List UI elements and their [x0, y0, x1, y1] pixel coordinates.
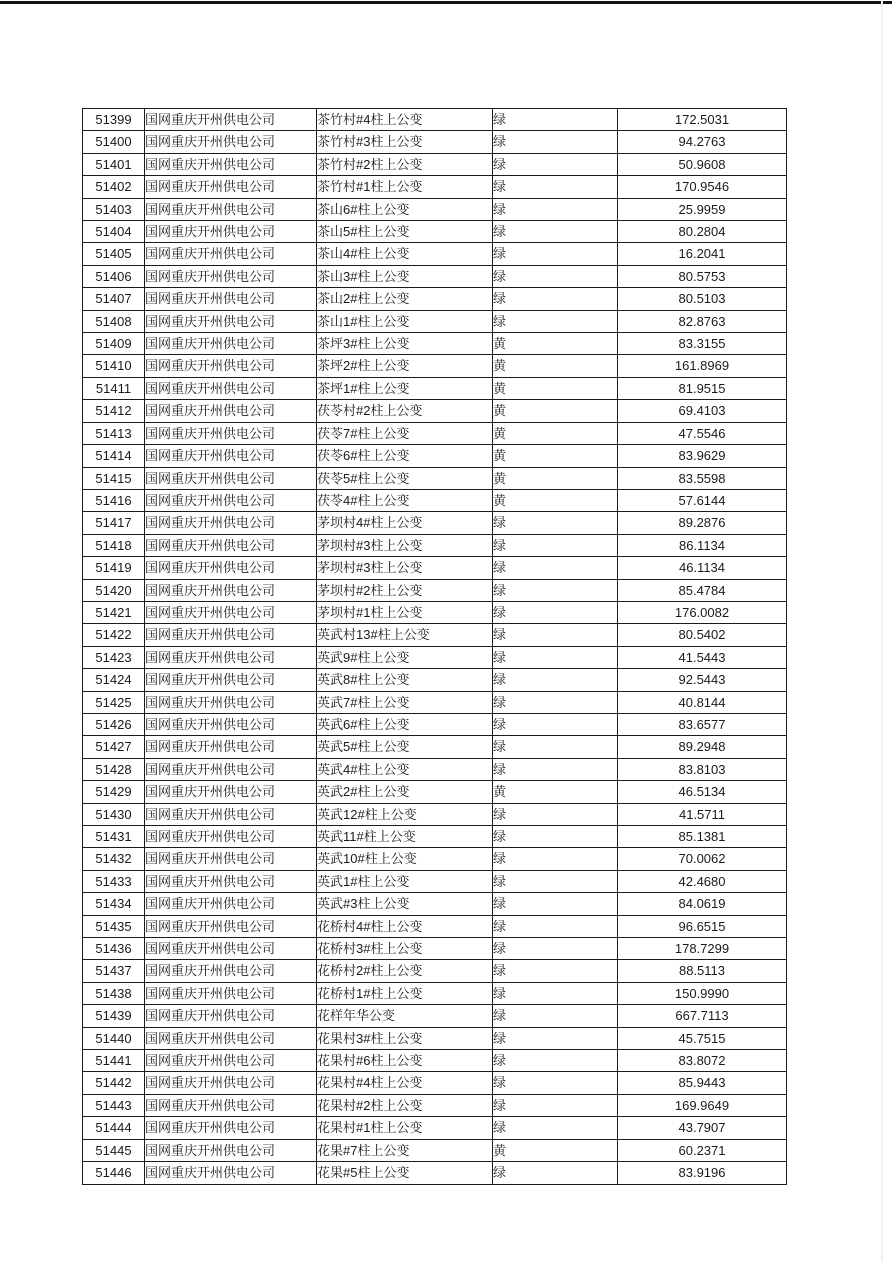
value-cell: 85.4784	[618, 579, 787, 601]
transformer-name-cell: 花果村#4柱上公变	[317, 1072, 493, 1094]
row-id-cell: 51418	[83, 534, 145, 556]
value-cell: 46.1134	[618, 557, 787, 579]
transformer-name-cell: 茶山6#柱上公变	[317, 198, 493, 220]
table-row	[83, 355, 787, 377]
status-color-cell: 绿	[493, 646, 618, 668]
transformer-name-cell: 花样年华公变	[317, 1005, 493, 1027]
transformer-name-cell: 茶坪2#柱上公变	[317, 355, 493, 377]
table-row	[83, 669, 787, 691]
status-color-cell: 绿	[493, 176, 618, 198]
value-cell: 96.6515	[618, 915, 787, 937]
row-id-cell: 51399	[83, 109, 145, 131]
table-row	[83, 1005, 787, 1027]
table-row	[83, 198, 787, 220]
value-cell: 85.1381	[618, 826, 787, 848]
transformer-name-cell: 茶坪3#柱上公变	[317, 333, 493, 355]
page-right-edge-line	[881, 0, 883, 1262]
row-id-cell: 51419	[83, 557, 145, 579]
company-cell: 国网重庆开州供电公司	[145, 960, 317, 982]
row-id-cell: 51437	[83, 960, 145, 982]
row-id-cell: 51413	[83, 422, 145, 444]
table-row	[83, 982, 787, 1004]
table-row	[83, 1162, 787, 1184]
page-top-rule	[0, 1, 892, 4]
value-cell: 60.2371	[618, 1139, 787, 1161]
row-id-cell: 51438	[83, 982, 145, 1004]
transformer-name-cell: 英武2#柱上公变	[317, 781, 493, 803]
row-id-cell: 51422	[83, 624, 145, 646]
transformer-table	[82, 108, 787, 1185]
value-cell: 178.7299	[618, 938, 787, 960]
row-id-cell: 51443	[83, 1094, 145, 1116]
transformer-name-cell: 茅坝村#3柱上公变	[317, 534, 493, 556]
transformer-name-cell: 茶山2#柱上公变	[317, 288, 493, 310]
status-color-cell: 绿	[493, 579, 618, 601]
transformer-name-cell: 英武12#柱上公变	[317, 803, 493, 825]
company-cell: 国网重庆开州供电公司	[145, 1005, 317, 1027]
row-id-cell: 51425	[83, 691, 145, 713]
status-color-cell: 绿	[493, 691, 618, 713]
company-cell: 国网重庆开州供电公司	[145, 377, 317, 399]
value-cell: 89.2948	[618, 736, 787, 758]
value-cell: 25.9959	[618, 198, 787, 220]
table-row	[83, 579, 787, 601]
row-id-cell: 51426	[83, 713, 145, 735]
table-row	[83, 781, 787, 803]
value-cell: 57.6144	[618, 489, 787, 511]
transformer-name-cell: 茯苓村#2柱上公变	[317, 400, 493, 422]
transformer-name-cell: 花桥村1#柱上公变	[317, 982, 493, 1004]
table-row	[83, 534, 787, 556]
company-cell: 国网重庆开州供电公司	[145, 176, 317, 198]
table-row	[83, 691, 787, 713]
status-color-cell: 黄	[493, 355, 618, 377]
table-row	[83, 713, 787, 735]
table-row	[83, 512, 787, 534]
value-cell: 41.5443	[618, 646, 787, 668]
company-cell: 国网重庆开州供电公司	[145, 400, 317, 422]
company-cell: 国网重庆开州供电公司	[145, 826, 317, 848]
transformer-name-cell: 花果村#2柱上公变	[317, 1094, 493, 1116]
row-id-cell: 51411	[83, 377, 145, 399]
table-row	[83, 131, 787, 153]
row-id-cell: 51444	[83, 1117, 145, 1139]
status-color-cell: 绿	[493, 624, 618, 646]
company-cell: 国网重庆开州供电公司	[145, 512, 317, 534]
status-color-cell: 绿	[493, 198, 618, 220]
status-color-cell: 绿	[493, 736, 618, 758]
table-row	[83, 333, 787, 355]
table-row	[83, 221, 787, 243]
row-id-cell: 51435	[83, 915, 145, 937]
transformer-name-cell: 英武6#柱上公变	[317, 713, 493, 735]
table-row	[83, 153, 787, 175]
company-cell: 国网重庆开州供电公司	[145, 333, 317, 355]
value-cell: 41.5711	[618, 803, 787, 825]
transformer-name-cell: 英武10#柱上公变	[317, 848, 493, 870]
status-color-cell: 绿	[493, 601, 618, 623]
row-id-cell: 51446	[83, 1162, 145, 1184]
value-cell: 42.4680	[618, 870, 787, 892]
status-color-cell: 黄	[493, 400, 618, 422]
value-cell: 83.6577	[618, 713, 787, 735]
company-cell: 国网重庆开州供电公司	[145, 624, 317, 646]
value-cell: 83.9629	[618, 445, 787, 467]
transformer-name-cell: 英武#3柱上公变	[317, 893, 493, 915]
row-id-cell: 51420	[83, 579, 145, 601]
table-row	[83, 243, 787, 265]
row-id-cell: 51442	[83, 1072, 145, 1094]
value-cell: 161.8969	[618, 355, 787, 377]
transformer-name-cell: 英武村13#柱上公变	[317, 624, 493, 646]
row-id-cell: 51416	[83, 489, 145, 511]
transformer-name-cell: 英武7#柱上公变	[317, 691, 493, 713]
row-id-cell: 51412	[83, 400, 145, 422]
company-cell: 国网重庆开州供电公司	[145, 422, 317, 444]
value-cell: 81.9515	[618, 377, 787, 399]
row-id-cell: 51424	[83, 669, 145, 691]
row-id-cell: 51434	[83, 893, 145, 915]
status-color-cell: 绿	[493, 826, 618, 848]
status-color-cell: 绿	[493, 915, 618, 937]
transformer-name-cell: 茶坪1#柱上公变	[317, 377, 493, 399]
row-id-cell: 51439	[83, 1005, 145, 1027]
row-id-cell: 51423	[83, 646, 145, 668]
status-color-cell: 绿	[493, 1094, 618, 1116]
table-row	[83, 938, 787, 960]
transformer-name-cell: 英武9#柱上公变	[317, 646, 493, 668]
transformer-name-cell: 花果村3#柱上公变	[317, 1027, 493, 1049]
transformer-table-body	[83, 109, 787, 1185]
value-cell: 46.5134	[618, 781, 787, 803]
row-id-cell: 51414	[83, 445, 145, 467]
row-id-cell: 51430	[83, 803, 145, 825]
value-cell: 83.8103	[618, 758, 787, 780]
transformer-name-cell: 茯苓5#柱上公变	[317, 467, 493, 489]
company-cell: 国网重庆开州供电公司	[145, 489, 317, 511]
status-color-cell: 绿	[493, 265, 618, 287]
row-id-cell: 51441	[83, 1050, 145, 1072]
company-cell: 国网重庆开州供电公司	[145, 1050, 317, 1072]
transformer-name-cell: 英武5#柱上公变	[317, 736, 493, 758]
status-color-cell: 黄	[493, 781, 618, 803]
table-row	[83, 400, 787, 422]
company-cell: 国网重庆开州供电公司	[145, 982, 317, 1004]
table-row	[83, 893, 787, 915]
status-color-cell: 黄	[493, 1139, 618, 1161]
company-cell: 国网重庆开州供电公司	[145, 265, 317, 287]
company-cell: 国网重庆开州供电公司	[145, 198, 317, 220]
transformer-name-cell: 茶山5#柱上公变	[317, 221, 493, 243]
status-color-cell: 绿	[493, 960, 618, 982]
value-cell: 150.9990	[618, 982, 787, 1004]
status-color-cell: 绿	[493, 557, 618, 579]
company-cell: 国网重庆开州供电公司	[145, 579, 317, 601]
company-cell: 国网重庆开州供电公司	[145, 669, 317, 691]
value-cell: 70.0062	[618, 848, 787, 870]
status-color-cell: 绿	[493, 534, 618, 556]
status-color-cell: 黄	[493, 445, 618, 467]
row-id-cell: 51427	[83, 736, 145, 758]
company-cell: 国网重庆开州供电公司	[145, 445, 317, 467]
status-color-cell: 黄	[493, 377, 618, 399]
row-id-cell: 51404	[83, 221, 145, 243]
company-cell: 国网重庆开州供电公司	[145, 736, 317, 758]
status-color-cell: 绿	[493, 1162, 618, 1184]
transformer-name-cell: 英武4#柱上公变	[317, 758, 493, 780]
value-cell: 667.7113	[618, 1005, 787, 1027]
company-cell: 国网重庆开州供电公司	[145, 691, 317, 713]
table-row	[83, 870, 787, 892]
row-id-cell: 51445	[83, 1139, 145, 1161]
transformer-name-cell: 茶竹村#2柱上公变	[317, 153, 493, 175]
transformer-name-cell: 花果#7柱上公变	[317, 1139, 493, 1161]
status-color-cell: 绿	[493, 938, 618, 960]
value-cell: 169.9649	[618, 1094, 787, 1116]
value-cell: 83.8072	[618, 1050, 787, 1072]
company-cell: 国网重庆开州供电公司	[145, 870, 317, 892]
table-row	[83, 557, 787, 579]
company-cell: 国网重庆开州供电公司	[145, 848, 317, 870]
company-cell: 国网重庆开州供电公司	[145, 915, 317, 937]
table-row	[83, 445, 787, 467]
transformer-name-cell: 茯苓4#柱上公变	[317, 489, 493, 511]
transformer-name-cell: 茶竹村#4柱上公变	[317, 109, 493, 131]
value-cell: 84.0619	[618, 893, 787, 915]
value-cell: 88.5113	[618, 960, 787, 982]
row-id-cell: 51402	[83, 176, 145, 198]
transformer-name-cell: 茅坝村#2柱上公变	[317, 579, 493, 601]
company-cell: 国网重庆开州供电公司	[145, 893, 317, 915]
table-row	[83, 1027, 787, 1049]
value-cell: 94.2763	[618, 131, 787, 153]
status-color-cell: 绿	[493, 512, 618, 534]
row-id-cell: 51417	[83, 512, 145, 534]
table-row	[83, 265, 787, 287]
table-row	[83, 176, 787, 198]
value-cell: 40.8144	[618, 691, 787, 713]
table-row	[83, 1117, 787, 1139]
table-row	[83, 288, 787, 310]
company-cell: 国网重庆开州供电公司	[145, 288, 317, 310]
status-color-cell: 绿	[493, 870, 618, 892]
value-cell: 83.5598	[618, 467, 787, 489]
transformer-name-cell: 花桥村3#柱上公变	[317, 938, 493, 960]
transformer-name-cell: 茶山1#柱上公变	[317, 310, 493, 332]
value-cell: 16.2041	[618, 243, 787, 265]
row-id-cell: 51409	[83, 333, 145, 355]
row-id-cell: 51401	[83, 153, 145, 175]
table-row	[83, 758, 787, 780]
status-color-cell: 绿	[493, 713, 618, 735]
company-cell: 国网重庆开州供电公司	[145, 1162, 317, 1184]
status-color-cell: 黄	[493, 333, 618, 355]
row-id-cell: 51408	[83, 310, 145, 332]
company-cell: 国网重庆开州供电公司	[145, 243, 317, 265]
company-cell: 国网重庆开州供电公司	[145, 758, 317, 780]
company-cell: 国网重庆开州供电公司	[145, 109, 317, 131]
table-row	[83, 960, 787, 982]
table-row	[83, 489, 787, 511]
status-color-cell: 绿	[493, 1005, 618, 1027]
company-cell: 国网重庆开州供电公司	[145, 601, 317, 623]
status-color-cell: 黄	[493, 422, 618, 444]
transformer-name-cell: 茶山3#柱上公变	[317, 265, 493, 287]
value-cell: 80.5753	[618, 265, 787, 287]
value-cell: 89.2876	[618, 512, 787, 534]
row-id-cell: 51421	[83, 601, 145, 623]
company-cell: 国网重庆开州供电公司	[145, 131, 317, 153]
company-cell: 国网重庆开州供电公司	[145, 646, 317, 668]
table-row	[83, 803, 787, 825]
status-color-cell: 绿	[493, 310, 618, 332]
row-id-cell: 51433	[83, 870, 145, 892]
transformer-name-cell: 英武8#柱上公变	[317, 669, 493, 691]
status-color-cell: 黄	[493, 489, 618, 511]
transformer-name-cell: 茅坝村#3柱上公变	[317, 557, 493, 579]
row-id-cell: 51406	[83, 265, 145, 287]
transformer-name-cell: 茶竹村#1柱上公变	[317, 176, 493, 198]
value-cell: 85.9443	[618, 1072, 787, 1094]
transformer-name-cell: 茯苓7#柱上公变	[317, 422, 493, 444]
status-color-cell: 绿	[493, 153, 618, 175]
value-cell: 80.5402	[618, 624, 787, 646]
table-row	[83, 1050, 787, 1072]
company-cell: 国网重庆开州供电公司	[145, 221, 317, 243]
value-cell: 80.5103	[618, 288, 787, 310]
company-cell: 国网重庆开州供电公司	[145, 557, 317, 579]
table-row	[83, 467, 787, 489]
transformer-name-cell: 英武11#柱上公变	[317, 826, 493, 848]
status-color-cell: 绿	[493, 1117, 618, 1139]
row-id-cell: 51410	[83, 355, 145, 377]
transformer-name-cell: 茅坝村4#柱上公变	[317, 512, 493, 534]
status-color-cell: 绿	[493, 893, 618, 915]
table-row	[83, 422, 787, 444]
value-cell: 82.8763	[618, 310, 787, 332]
table-row	[83, 826, 787, 848]
table-row	[83, 848, 787, 870]
table-row	[83, 624, 787, 646]
company-cell: 国网重庆开州供电公司	[145, 534, 317, 556]
company-cell: 国网重庆开州供电公司	[145, 1072, 317, 1094]
table-row	[83, 377, 787, 399]
status-color-cell: 绿	[493, 758, 618, 780]
status-color-cell: 绿	[493, 243, 618, 265]
value-cell: 43.7907	[618, 1117, 787, 1139]
value-cell: 86.1134	[618, 534, 787, 556]
value-cell: 176.0082	[618, 601, 787, 623]
row-id-cell: 51403	[83, 198, 145, 220]
company-cell: 国网重庆开州供电公司	[145, 1117, 317, 1139]
value-cell: 170.9546	[618, 176, 787, 198]
status-color-cell: 绿	[493, 131, 618, 153]
value-cell: 50.9608	[618, 153, 787, 175]
row-id-cell: 51436	[83, 938, 145, 960]
table-row	[83, 646, 787, 668]
table-row	[83, 736, 787, 758]
row-id-cell: 51405	[83, 243, 145, 265]
value-cell: 83.9196	[618, 1162, 787, 1184]
status-color-cell: 绿	[493, 1050, 618, 1072]
transformer-name-cell: 茶山4#柱上公变	[317, 243, 493, 265]
transformer-name-cell: 花果#5柱上公变	[317, 1162, 493, 1184]
value-cell: 45.7515	[618, 1027, 787, 1049]
company-cell: 国网重庆开州供电公司	[145, 803, 317, 825]
status-color-cell: 绿	[493, 221, 618, 243]
table-row	[83, 1094, 787, 1116]
transformer-name-cell: 茅坝村#1柱上公变	[317, 601, 493, 623]
transformer-name-cell: 英武1#柱上公变	[317, 870, 493, 892]
row-id-cell: 51440	[83, 1027, 145, 1049]
row-id-cell: 51415	[83, 467, 145, 489]
table-row	[83, 109, 787, 131]
value-cell: 92.5443	[618, 669, 787, 691]
company-cell: 国网重庆开州供电公司	[145, 938, 317, 960]
status-color-cell: 绿	[493, 669, 618, 691]
status-color-cell: 黄	[493, 467, 618, 489]
transformer-name-cell: 花果村#6柱上公变	[317, 1050, 493, 1072]
table-row	[83, 310, 787, 332]
transformer-name-cell: 花桥村2#柱上公变	[317, 960, 493, 982]
status-color-cell: 绿	[493, 848, 618, 870]
table-row	[83, 1139, 787, 1161]
row-id-cell: 51432	[83, 848, 145, 870]
row-id-cell: 51431	[83, 826, 145, 848]
row-id-cell: 51400	[83, 131, 145, 153]
value-cell: 47.5546	[618, 422, 787, 444]
row-id-cell: 51429	[83, 781, 145, 803]
transformer-name-cell: 花果村#1柱上公变	[317, 1117, 493, 1139]
table-row	[83, 1072, 787, 1094]
company-cell: 国网重庆开州供电公司	[145, 1094, 317, 1116]
value-cell: 172.5031	[618, 109, 787, 131]
row-id-cell: 51428	[83, 758, 145, 780]
status-color-cell: 绿	[493, 109, 618, 131]
company-cell: 国网重庆开州供电公司	[145, 1027, 317, 1049]
company-cell: 国网重庆开州供电公司	[145, 713, 317, 735]
transformer-name-cell: 花桥村4#柱上公变	[317, 915, 493, 937]
table-row	[83, 601, 787, 623]
company-cell: 国网重庆开州供电公司	[145, 467, 317, 489]
status-color-cell: 绿	[493, 288, 618, 310]
company-cell: 国网重庆开州供电公司	[145, 1139, 317, 1161]
transformer-name-cell: 茶竹村#3柱上公变	[317, 131, 493, 153]
transformer-name-cell: 茯苓6#柱上公变	[317, 445, 493, 467]
company-cell: 国网重庆开州供电公司	[145, 355, 317, 377]
value-cell: 83.3155	[618, 333, 787, 355]
status-color-cell: 绿	[493, 803, 618, 825]
table-row	[83, 915, 787, 937]
value-cell: 69.4103	[618, 400, 787, 422]
company-cell: 国网重庆开州供电公司	[145, 310, 317, 332]
value-cell: 80.2804	[618, 221, 787, 243]
company-cell: 国网重庆开州供电公司	[145, 153, 317, 175]
status-color-cell: 绿	[493, 982, 618, 1004]
status-color-cell: 绿	[493, 1072, 618, 1094]
row-id-cell: 51407	[83, 288, 145, 310]
company-cell: 国网重庆开州供电公司	[145, 781, 317, 803]
status-color-cell: 绿	[493, 1027, 618, 1049]
